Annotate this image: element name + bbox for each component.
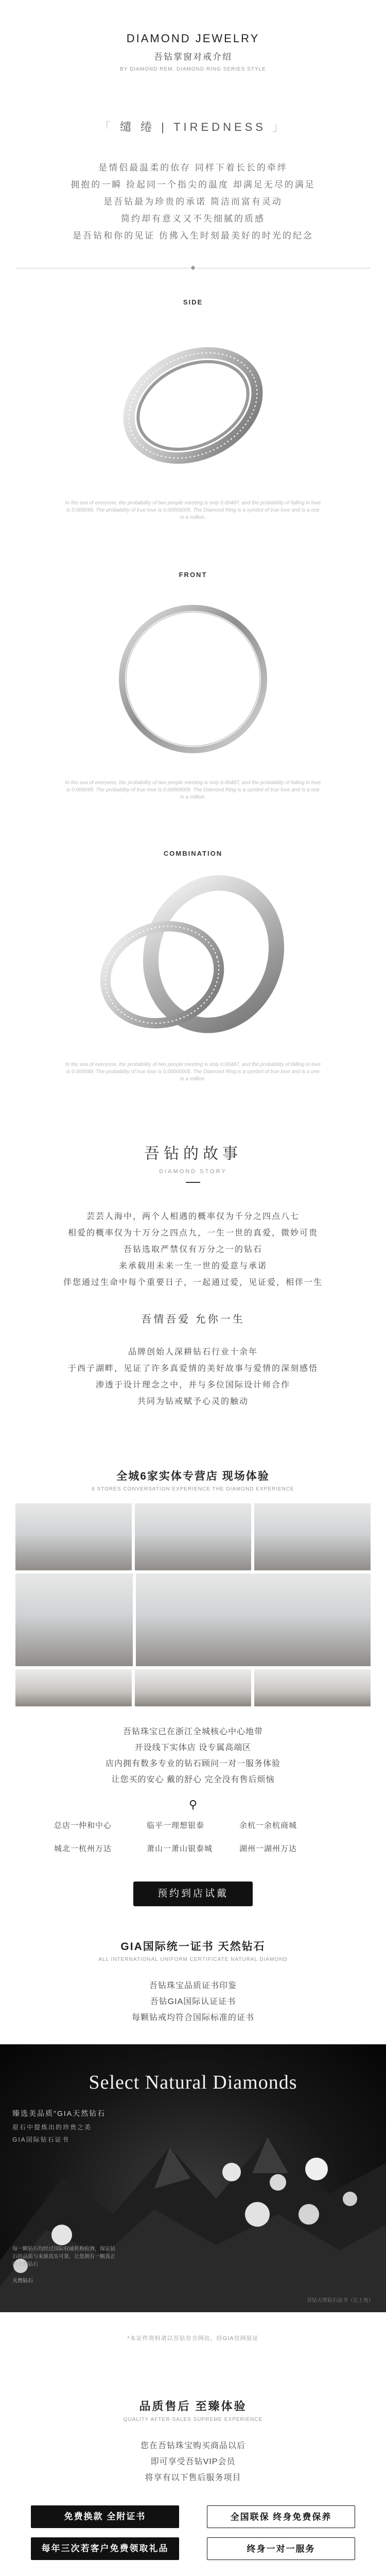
story-title: 吾钻的故事 <box>144 1145 242 1162</box>
store-line: 吾钻珠宝已在浙江全城核心中心地带 <box>122 1727 263 1736</box>
store-line: 开设线下实体店 设专属高端区 <box>134 1743 252 1752</box>
banner-note: 吾钻天然钻石证书（左上角） <box>307 2298 374 2303</box>
ring-image-combination <box>0 857 386 1061</box>
service-description <box>0 2438 386 2486</box>
story-line: 来承载用未来一生一世的爱意与承诺 <box>118 1262 267 1270</box>
section-label-combination: COMBINATION <box>163 850 223 857</box>
series-label: 缱 绻 | TIREDNESS <box>120 121 266 133</box>
banner-fine-print: 每一颗钻石均经过国际权威机构检测，保证钻石的品质与来源真实可靠，让您拥有一颗真正的天然钻石 <box>12 2246 115 2267</box>
store-photo <box>135 1503 251 1570</box>
store-location: 萧山一萧山银泰城 <box>147 1844 213 1853</box>
store-photo <box>15 1669 132 1706</box>
store-description <box>0 1724 386 1788</box>
store-photo <box>254 1669 371 1706</box>
gia-line: 吾钻GIA国际认证证书 <box>150 1997 236 2006</box>
natural-diamond-banner <box>0 2044 386 2312</box>
story-line: 相爱的概率仅为十万分之四点九，一生一世的真爱，微妙可贵 <box>67 1229 318 1238</box>
ring-image-side <box>0 306 386 500</box>
ring-front-image <box>108 594 278 764</box>
story-line: 伴您通过生命中每个重要日子，一起通过爱，见证爱，相伴一生 <box>63 1278 323 1287</box>
ring-side-image <box>108 318 278 488</box>
service-line: 您在吾钻珠宝购买商品以后 <box>140 2442 245 2450</box>
page-subtitle: 吾钻掌窗对戒介绍 <box>154 52 232 62</box>
store-location: 余杭一余杭商城 <box>239 1821 297 1830</box>
section-label-front: FRONT <box>179 571 207 579</box>
banner-stone-label: 天然钻石 <box>12 2278 33 2284</box>
story-line: 于西子湖畔，见证了许多真爱情的美好故事与爱情的深刻感悟 <box>67 1364 318 1373</box>
poem-line: 拥抱的一瞬 捡起同一个指尖的温度 却满足无尽的满足 <box>71 180 315 190</box>
store-photo <box>136 1573 371 1666</box>
gia-line: 每颗钻戒均符合国际标准的证书 <box>131 2013 254 2022</box>
store-line: 店内拥有数多专业的钻石顾问一对一服务体验 <box>105 1759 280 1768</box>
service-one-on-one: 终身一对一服务 <box>207 2537 355 2560</box>
store-photo <box>15 1573 133 1666</box>
store-line: 让您买的安心 戴的舒心 完全没有售后烦恼 <box>111 1775 275 1784</box>
story-paragraph-1 <box>0 1209 386 1291</box>
location-pin-icon: ⚲ <box>188 1798 198 1811</box>
story-paragraph-2 <box>0 1344 386 1410</box>
intro-poem <box>0 159 386 244</box>
bracket-right: 」 <box>266 121 287 133</box>
banner-line-3: GIA国际钻石证书 <box>12 2136 69 2143</box>
header <box>0 0 386 72</box>
poem-line: 是情侣最温柔的依存 同样下着长长的牵绊 <box>98 163 288 173</box>
poem-line: 是吾钻最为珍贵的承诺 简洁而富有灵动 <box>103 197 283 207</box>
service-items <box>31 2505 355 2560</box>
store-photo <box>135 1669 251 1706</box>
service-title: 品质售后 至臻体验 <box>139 2400 247 2413</box>
store-locations <box>54 1820 332 1854</box>
service-free-exchange: 免费换款 全附证书 <box>31 2505 179 2528</box>
story-line: 渗透于设计理念之中，并与多位国际设计师合作 <box>95 1381 290 1389</box>
caption-combination: In the sea of everyone, the probability of two people meeting is only 0.00487, and the probability of falling in love is 0.000049. The probability of true love is 0.00000005. The Diamond Ring is a symbol of true love and is a one in a million. <box>65 1062 321 1082</box>
caption-front: In the sea of everyone, the probability of two people meeting is only 0.00487, and the probability of falling in love is 0.000049. The probability of true love is 0.00000005. The Diamond Ring is a symbol of true love and is a one in a million. <box>65 780 321 800</box>
store-location: 临平一理想银泰 <box>147 1821 205 1830</box>
store-photos <box>15 1503 371 1706</box>
banner-line-1: 臻选美品质"GIA天然钻石 <box>12 2109 106 2117</box>
service-warranty: 全国联保 终身免费保养 <box>207 2505 355 2528</box>
series-name <box>0 118 386 134</box>
ring-pair-image <box>85 867 301 1052</box>
gia-line: 吾钻珠宝品质证书印鉴 <box>149 1981 237 1990</box>
service-line: 将享有以下售后服务项目 <box>145 2473 241 2482</box>
poem-line: 简约却有意义又不失细腻的质感 <box>121 214 265 224</box>
service-line: 即可享受吾钻VIP会员 <box>150 2458 236 2466</box>
service-gifts: 每年三次若客户免费领取礼品 <box>31 2537 179 2560</box>
bracket-left: 「 <box>99 121 120 133</box>
store-photo <box>254 1503 371 1570</box>
story-line: 吾钻选取严禁仅有万分之一的钻石 <box>123 1245 262 1254</box>
gia-title: GIA国际统一证书 天然钻石 <box>120 1941 266 1953</box>
ring-image-front <box>0 579 386 779</box>
section-label-side: SIDE <box>183 298 203 306</box>
story-line: 品牌创始人深耕钻石行业十余年 <box>128 1348 258 1357</box>
store-subtitle: 6 STORES CONVERSATION EXPERIENCE THE DIAMOND EXPERIENCE <box>92 1486 294 1492</box>
store-photo <box>15 1503 132 1570</box>
service-subtitle: QUALITY AFTER-SALES SUPREME EXPERIENCE <box>123 2417 263 2422</box>
poem-line: 是吾钻和你的见证 仿佛入生时刻最美好的时光的纪念 <box>73 231 313 241</box>
diamond-icon: ◆ <box>189 264 197 271</box>
banner-heading: Select Natural Diamonds <box>89 2072 297 2093</box>
store-location: 城北一杭州万达 <box>54 1844 112 1853</box>
story-heading-2: 吾情吾爱 允你一生 <box>141 1314 245 1325</box>
banner-line-2: 原石中提炼出的珍贵之美 <box>12 2124 92 2131</box>
gia-footnote: *本证件资料请以吾钻官方网站，经GIA官网验证 <box>127 2335 259 2342</box>
book-store-visit-button[interactable]: 预约到店试戴 <box>133 1882 253 1906</box>
story-subtitle: DIAMOND STORY <box>159 1168 227 1175</box>
store-location: 总店一仲和中心 <box>54 1821 112 1830</box>
store-title: 全城6家实体专营店 现场体验 <box>116 1470 270 1482</box>
gia-subtitle: ALL INTERNATIONAL UNIFORM CERTIFICATE NATURAL DIAMOND <box>98 1957 288 1962</box>
story-line: 共同为钻戒赋予心灵的触动 <box>137 1397 249 1406</box>
story-line: 芸芸人海中，两个人相遇的概率仅为千分之四点八七 <box>86 1212 300 1221</box>
page-tagline: BY DIAMOND REM. DIAMOND RING SERIES STYLE <box>120 66 266 72</box>
gia-description <box>0 1978 386 2026</box>
caption-side: In the sea of everyone, the probability of two people meeting is only 0.00487, and the probability of falling in love is 0.000049. The probability of true love is 0.00000005. The Diamond Ring is a symbol of true love and is a one in a million. <box>65 500 321 520</box>
store-location: 湖州一湖州万达 <box>239 1844 297 1853</box>
page-title: DIAMOND JEWELRY <box>126 32 260 45</box>
